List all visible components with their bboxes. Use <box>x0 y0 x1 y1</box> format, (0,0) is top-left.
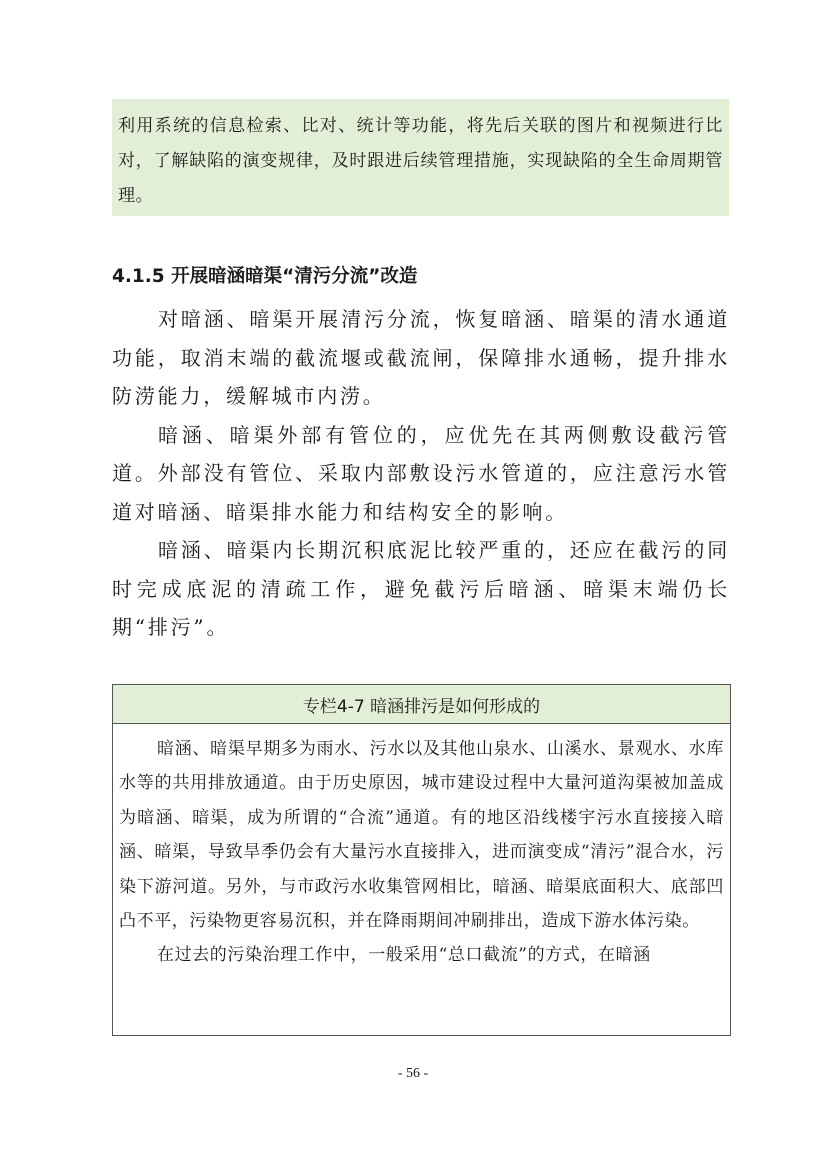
highlight-text: 利用系统的信息检索、比对、统计等功能，将先后关联的图片和视频进行比对，了解缺陷的演变规律，及时跟进后续管理措施，实现缺陷的全生命周期管理。 <box>118 116 723 206</box>
highlight-box <box>112 99 729 216</box>
sidebar-paragraph: 在过去的污染治理工作中，一般采用“总口截流”的方式，在暗涵 <box>157 945 651 966</box>
section-body <box>112 300 730 647</box>
sidebar-title: 专栏4-7 暗涵排污是如何形成的 <box>113 685 730 724</box>
page-number: - 56 - <box>397 1066 429 1081</box>
paragraph: 对暗涵、暗渠开展清污分流，恢复暗涵、暗渠的清水通道功能，取消末端的截流堰或截流闸，保障排水通畅，提升排水防涝能力，缓解城市内涝。 <box>112 307 730 408</box>
paragraph: 暗涵、暗渠外部有管位的，应优先在其两侧敷设截污管道。外部没有管位、采取内部敷设污水管道的，应注意污水管道对暗涵、暗渠排水能力和结构安全的影响。 <box>112 422 730 524</box>
paragraph: 暗涵、暗渠内长期沉积底泥比较严重的，还应在截污的同时完成底泥的清疏工作，避免截污后暗涵、暗渠末端仍长期“排污”。 <box>112 538 730 639</box>
sidebar-body <box>113 724 730 973</box>
section-heading: 4.1.5 开展暗涵暗渠“清污分流”改造 <box>112 266 418 287</box>
sidebar-paragraph: 暗涵、暗渠早期多为雨水、污水以及其他山泉水、山溪水、景观水、水库水等的共用排放通道。由于历史原因，城市建设过程中大量河道沟渠被加盖成为暗涵、暗渠，成为所谓的“合流”通道。有的地区沿线楼宇污水直接接入暗涵、暗渠，导致旱季仍会有大量污水直接排入，进而演变成“清污”混合水，污染下游河道。另外，与市政污水收集管网相比，暗涵、暗渠底面积大、底部凹凸不平，污染物更容易沉积，并在降雨期间冲刷排出，造成下游水体污染。 <box>119 739 724 932</box>
sidebar-box <box>112 684 731 1036</box>
